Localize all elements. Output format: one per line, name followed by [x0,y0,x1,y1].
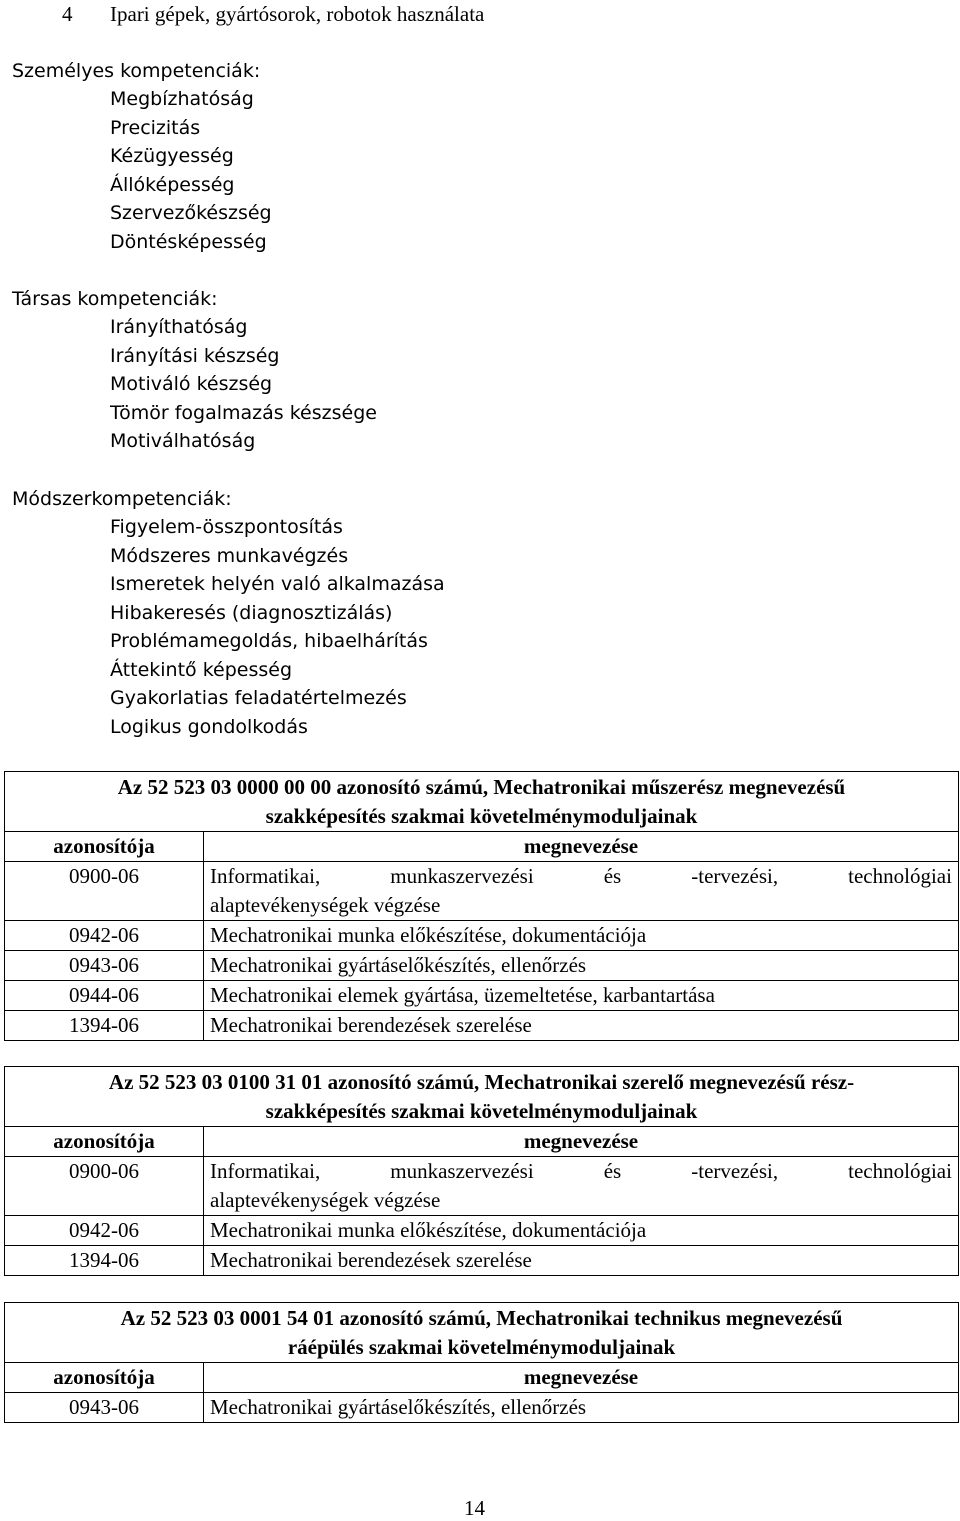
list-item: Kézügyesség [110,145,234,167]
table-title-line: Az 52 523 03 0000 00 00 azonosító számú, Mechatronikai műszerész megnevezésű [117,775,846,799]
module-name: Mechatronikai munka előkészítése, dokumentációja [204,1216,959,1246]
column-header-name: megnevezése [204,1127,959,1157]
module-name [204,862,959,921]
list-item: Áttekintő képesség [110,659,293,681]
word: és [603,864,622,888]
table-row [5,921,959,951]
module-name: Mechatronikai munka előkészítése, dokumentációja [204,921,959,951]
word: Informatikai, [210,1159,321,1183]
list-item: Döntésképesség [110,231,267,253]
list-item: Irányítási készség [110,345,280,367]
list-item: Gyakorlatias feladatértelmezés [110,687,407,709]
module-name: Mechatronikai gyártáselőkészítés, ellenőrzés [204,951,959,981]
module-id: 0942-06 [5,1216,204,1246]
list-item: Tömör fogalmazás készsége [110,402,377,424]
table-title-line: ráépülés szakmai követelménymoduljainak [287,1335,676,1359]
list-item: Hibakeresés (diagnosztizálás) [110,602,393,624]
word: -tervezési, [691,864,779,888]
word: munkaszervezési [390,1159,534,1183]
list-item: Módszeres munkavégzés [110,545,349,567]
column-header-id: azonosítója [5,1127,204,1157]
list-item: Problémamegoldás, hibaelhárítás [110,630,428,652]
module-name: Mechatronikai gyártáselőkészítés, ellenőrzés [204,1393,959,1423]
module-id: 0942-06 [5,921,204,951]
module-name-line: alaptevékenységek végzése [210,1188,441,1212]
module-name: Mechatronikai elemek gyártása, üzemeltetése, karbantartása [204,981,959,1011]
list-heading: Módszerkompetenciák: [12,488,232,510]
module-table-mechatronikai-technikus [4,1302,959,1423]
table-row [5,951,959,981]
column-header-id: azonosítója [5,1363,204,1393]
table-title-line: szakképesítés szakmai követelménymoduljainak [265,1099,698,1123]
module-table-mechatronikai-szerelo [4,1066,959,1276]
word: -tervezési, [691,1159,779,1183]
column-header-id: azonosítója [5,832,204,862]
table-row [5,1011,959,1041]
module-id: 1394-06 [5,1246,204,1276]
column-header-name: megnevezése [204,1363,959,1393]
module-id: 0943-06 [5,951,204,981]
list-heading: Társas kompetenciák: [12,288,218,310]
word: munkaszervezési [390,864,534,888]
list-item: Állóképesség [110,174,235,196]
module-id: 1394-06 [5,1011,204,1041]
module-name-line: alaptevékenységek végzése [210,893,441,917]
list-heading: Személyes kompetenciák: [12,60,261,82]
table-row [5,862,959,921]
list-item: Szervezőkészség [110,202,272,224]
table-row [5,981,959,1011]
module-name [204,1157,959,1216]
table-title-line: szakképesítés szakmai követelménymoduljainak [265,804,698,828]
column-header-name: megnevezése [204,832,959,862]
page-number: 14 [464,1496,485,1520]
module-id: 0900-06 [5,1157,204,1216]
list-item: Megbízhatóság [110,88,254,110]
table-title-line: Az 52 523 03 0100 31 01 azonosító számú, Mechatronikai szerelő megnevezésű rész- [108,1070,855,1094]
table-row [5,1157,959,1216]
module-id: 0943-06 [5,1393,204,1423]
module-id: 0900-06 [5,862,204,921]
word: technológiai [848,864,952,888]
list-item: Motiválhatóság [110,430,256,452]
table-title-line: Az 52 523 03 0001 54 01 azonosító számú, Mechatronikai technikus megnevezésű [120,1306,843,1330]
table-title [5,772,959,832]
module-name: Mechatronikai berendezések szerelése [204,1246,959,1276]
module-table-mechatronikai-muszeresz [4,771,959,1041]
table-row [5,1393,959,1423]
table-row [5,1246,959,1276]
list-item: Figyelem-összpontosítás [110,516,343,538]
table-title [5,1303,959,1363]
list-item: Irányíthatóság [110,316,248,338]
word: és [603,1159,622,1183]
module-name: Mechatronikai berendezések szerelése [204,1011,959,1041]
list-item: Precizitás [110,117,201,139]
word: Informatikai, [210,864,321,888]
section-title: Ipari gépek, gyártósorok, robotok használata [110,2,485,26]
section-number: 4 [62,2,73,26]
table-row [5,1216,959,1246]
list-item: Motiváló készség [110,373,273,395]
list-item: Ismeretek helyén való alkalmazása [110,573,445,595]
list-item: Logikus gondolkodás [110,716,308,738]
module-id: 0944-06 [5,981,204,1011]
table-title [5,1067,959,1127]
word: technológiai [848,1159,952,1183]
